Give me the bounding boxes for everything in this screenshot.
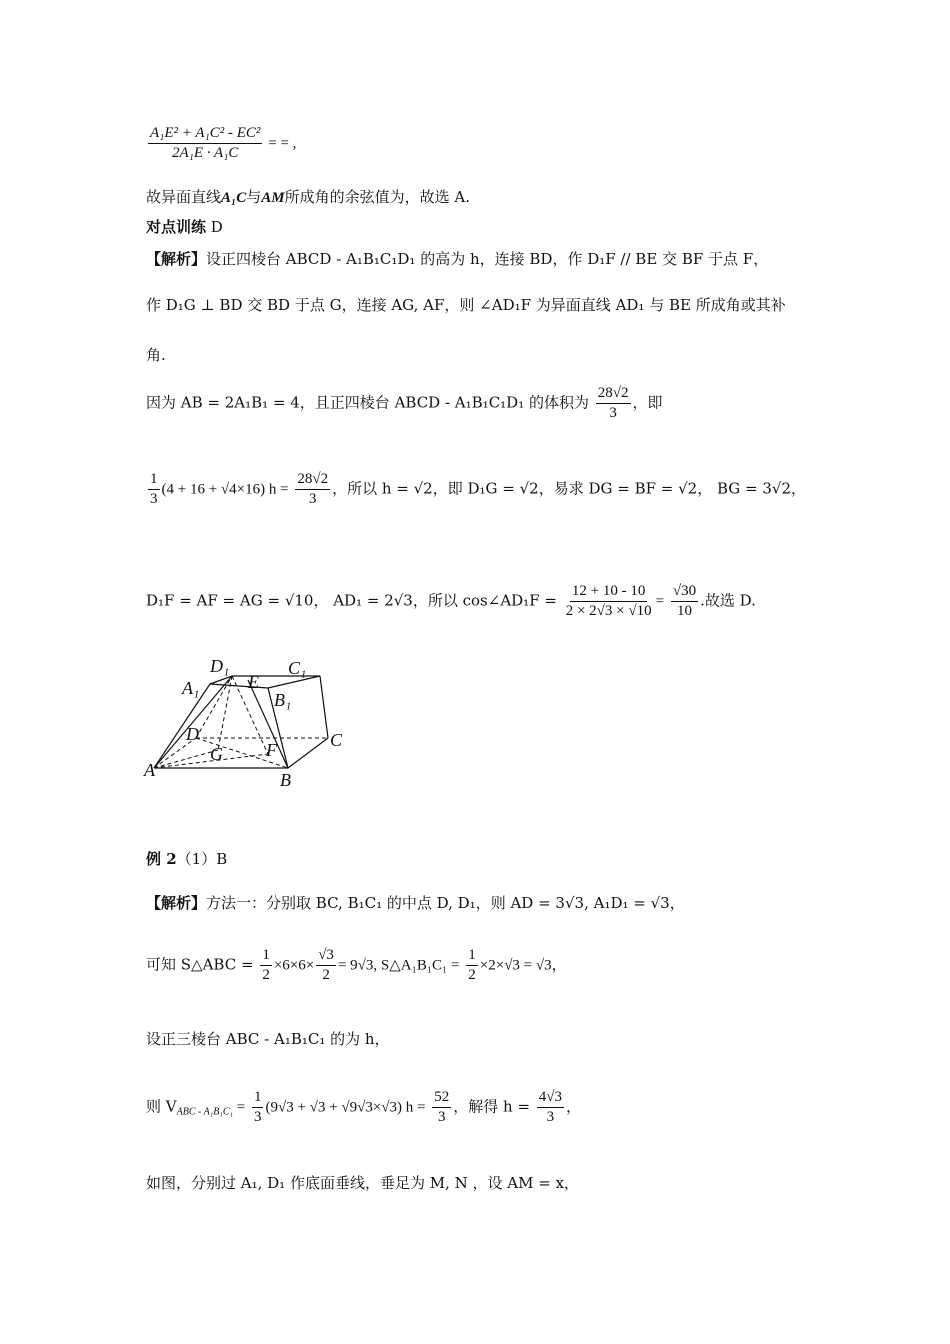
- fraction-denominator: 10: [676, 602, 692, 619]
- label-e: E: [248, 672, 259, 692]
- root3-over-2-fraction: [316, 946, 336, 985]
- label-f: F: [266, 740, 277, 760]
- fraction-denominator: 3: [438, 1108, 446, 1125]
- text: ，解得 h =: [453, 1097, 531, 1116]
- fraction-denominator: 2A₁E · A₁C: [172, 144, 239, 161]
- text: 如图，分别过 A₁, D₁ 作底面垂线，垂足为 M, N ，设 AM = x，: [146, 1174, 580, 1192]
- analysis-tag: 【解析】: [146, 894, 207, 912]
- text: 因为 AB = 2A₁B₁ = 4，且正四棱台 ABCD - A₁B₁C₁D₁ 的体积为: [146, 393, 589, 412]
- fraction-denominator: 2: [322, 966, 330, 983]
- text: = 9√3, S△A₁B₁C₁ =: [337, 957, 460, 974]
- fraction-numerator: 28√2: [596, 384, 631, 404]
- conclusion-line: [146, 188, 470, 207]
- edge-cc1: [320, 676, 328, 738]
- fraction-numerator: 28√2: [295, 470, 330, 490]
- volume-value-fraction: [432, 1088, 451, 1127]
- math-am: AM: [261, 190, 285, 206]
- volume-subscript: ABC - A₁B₁C₁: [176, 1106, 233, 1118]
- volume-fraction: [596, 384, 631, 423]
- text: 角.: [146, 346, 166, 364]
- area-line: [146, 946, 567, 985]
- label-b: B: [280, 770, 291, 790]
- volume-equation-line: [146, 1088, 581, 1127]
- label-a: A: [144, 760, 155, 780]
- cosine-law-fraction: [564, 582, 654, 621]
- text: ，所以 h = √2，即 D₁G = √2，易求 DG = BF = √2， BG = 3√2，: [332, 479, 807, 498]
- cosine-result-line: [146, 582, 756, 621]
- volume-value-fraction: [295, 470, 330, 509]
- equals-signs: = = ,: [264, 135, 297, 152]
- method-line-1: [146, 894, 685, 912]
- analysis-paragraph-1: [146, 250, 768, 268]
- perpendicular-line: [146, 1174, 579, 1192]
- equals-sign: =: [655, 593, 665, 610]
- fraction-denominator: 3: [609, 404, 617, 421]
- label-c1: C₁: [288, 658, 307, 678]
- text: 故异面直线: [146, 188, 222, 206]
- fraction-numerator: 12 + 10 - 10: [570, 582, 647, 602]
- fraction-numerator: 4√3: [537, 1088, 564, 1108]
- fraction-numerator: √30: [671, 582, 698, 602]
- equals-sign: =: [232, 1099, 246, 1116]
- text: 所成角的余弦值为，故选 A.: [284, 188, 470, 206]
- text: 设正三棱台 ABC - A₁B₁C₁ 的为 h，: [146, 1030, 390, 1048]
- text: ×6×6×: [273, 957, 315, 974]
- fraction-numerator: 1: [466, 946, 478, 966]
- analysis-paragraph-3: [146, 346, 166, 364]
- fraction-denominator: 3: [546, 1108, 555, 1125]
- text: ，: [566, 1097, 582, 1116]
- text: ，即: [632, 393, 663, 412]
- math-a1c: A₁C: [221, 190, 247, 206]
- text: 与: [246, 188, 262, 206]
- label-d1: D₁: [210, 656, 230, 676]
- text: 作 D₁G ⊥ BD 交 BD 于点 G，连接 AG, AF，则 ∠AD₁F 为异面直线 AD₁ 与 BE 所成角或其补: [146, 296, 786, 314]
- volume-line: [146, 384, 663, 423]
- section-heading: [146, 218, 223, 236]
- fraction-denominator: 2: [468, 966, 476, 983]
- frustum-figure: [140, 656, 360, 796]
- height-value-fraction: [537, 1088, 564, 1127]
- cosine-fraction-line: [146, 124, 296, 163]
- edge-bc: [288, 738, 328, 768]
- label-g: G: [210, 744, 223, 764]
- fraction-numerator: 1: [148, 470, 160, 490]
- fraction-denominator: 3: [308, 490, 317, 507]
- volume-expression: (9√3 + √3 + √9√3×√3) h =: [265, 1099, 426, 1116]
- analysis-paragraph-2: [146, 296, 786, 314]
- analysis-tag: 【解析】: [146, 250, 207, 268]
- section-answer: D: [210, 218, 223, 236]
- half-fraction: [260, 946, 272, 985]
- fraction-denominator: 2 × 2√3 × √10: [565, 602, 652, 619]
- text: 可知 S△ABC =: [146, 955, 254, 974]
- label-d: D: [186, 724, 199, 744]
- text: D₁F = AF = AG = √10， AD₁ = 2√3，所以 cos∠AD₁F =: [146, 591, 557, 610]
- text: ×2×√3 = √3，: [479, 957, 567, 974]
- volume-expression: (4 + 16 + √4×16) h =: [161, 481, 289, 498]
- label-c: C: [330, 730, 343, 750]
- text: .故选 D.: [700, 591, 756, 610]
- text: 设正四棱台 ABCD - A₁B₁C₁D₁ 的高为 h，连接 BD，作 D₁F // BE 交 BF 于点 F，: [206, 250, 769, 268]
- fraction-numerator: 52: [432, 1088, 451, 1108]
- fraction-numerator: 1: [260, 946, 272, 966]
- label-b1: B₁: [274, 690, 292, 710]
- fraction-denominator: 3: [253, 1108, 262, 1125]
- height-line: [146, 470, 806, 509]
- label-a1: A₁: [182, 678, 200, 698]
- one-third-fraction: [252, 1088, 264, 1127]
- example-title: 例 2: [146, 850, 177, 868]
- fraction-numerator: A₁E² + A₁C² - EC²: [148, 124, 262, 144]
- text: 方法一：分别取 BC, B₁C₁ 的中点 D, D₁，则 AD = 3√3, A₁D₁ = √3，: [206, 894, 685, 912]
- fraction-numerator: 1: [252, 1088, 264, 1108]
- one-third-fraction: [148, 470, 160, 509]
- fraction-denominator: 3: [150, 490, 158, 507]
- section-title: 对点训练: [146, 218, 207, 236]
- example-heading: [146, 850, 227, 868]
- example-answer: （1）B: [176, 850, 228, 868]
- fraction-denominator: 2: [262, 966, 270, 983]
- cosine-fraction: [148, 124, 262, 163]
- cosine-value-fraction: [671, 582, 698, 621]
- fraction-numerator: √3: [316, 946, 336, 966]
- half-fraction-2: [466, 946, 478, 985]
- text: 则 V: [146, 1097, 177, 1116]
- height-definition-line: [146, 1030, 390, 1048]
